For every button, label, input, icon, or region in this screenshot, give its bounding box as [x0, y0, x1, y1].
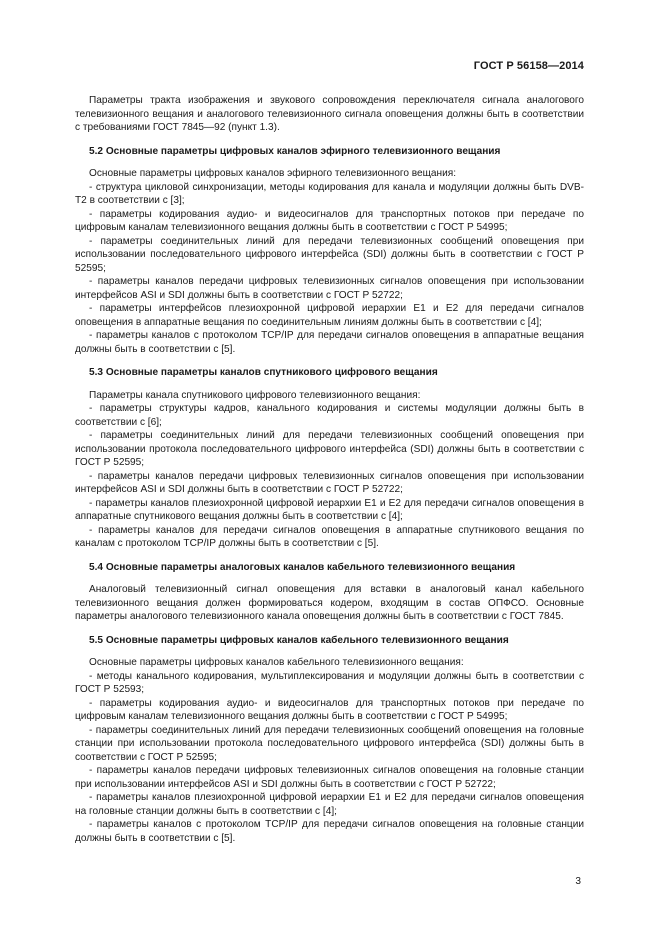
section-5-5-heading: 5.5 Основные параметры цифровых каналов кабельного телевизионного вещания [89, 634, 509, 646]
section-5-2-item: - параметры интерфейсов плезиохронной цифровой иерархии Е1 и Е2 для передачи сигналов оповещения в аппаратные вещания по соединительным линиям должны быть в соответствии с [4]; [75, 303, 584, 328]
section-5-5-item: - параметры каналов плезиохронной цифровой иерархии Е1 и Е2 для передачи сигналов оповещения на головные станции должны быть в соответствии с [4]; [75, 792, 584, 817]
section-5-5-item: - параметры кодирования аудио- и видеосигналов для транспортных потоков при передаче по цифровым каналам телевизионного вещания должны быть в соответствии с ГОСТ Р 54995; [75, 697, 584, 722]
section-5-2-item: - структура цикловой синхронизации, методы кодирования для канала и модуляции должны быть DVB-T2 в соответствии с [3]; [75, 181, 584, 206]
section-5-2-item: - параметры каналов с протоколом TCP/IP для передачи сигналов оповещения в аппаратные вещания должны быть в соответствии с [5]. [75, 330, 584, 355]
section-5-5-lead: Основные параметры цифровых каналов кабельного телевизионного вещания: [89, 657, 464, 668]
section-5-2-item: - параметры каналов передачи цифровых телевизионных сигналов оповещения при использовании интерфейсов ASI и SDI должны быть в соответствии с ГОСТ Р 52722; [75, 276, 584, 301]
section-5-2-item: - параметры кодирования аудио- и видеосигналов для транспортных потоков при передаче по цифровым каналам телевизионного вещания должны быть в соответствии с ГОСТ Р 54995; [75, 208, 584, 233]
section-5-5-item: - методы канального кодирования, мультиплексирования и модуляции должны быть в соответствии с ГОСТ Р 52593; [75, 670, 584, 695]
section-5-2-item: - параметры соединительных линий для передачи телевизионных сообщений оповещения при использовании последовательного цифрового интерфейса (SDI) должны быть в соответствии с ГОСТ Р 52595; [75, 235, 584, 274]
section-5-2-lead: Основные параметры цифровых каналов эфирного телевизионного вещания: [89, 168, 457, 179]
section-5-2-heading: 5.2 Основные параметры цифровых каналов эфирного телевизионного вещания [89, 145, 501, 157]
section-5-4-paragraph: Аналоговый телевизионный сигнал оповещения для вставки в аналоговый канал кабельного телевизионного вещания должен формироваться кодером, входящим в состав ОПФСО. Основные параметры аналогового телевизионного канала оповещения должны быть в соответствии с ГОСТ 7845. [75, 584, 584, 622]
section-5-5-item: - параметры каналов передачи цифровых телевизионных сигналов оповещения на головные станции при использовании интерфейсов ASI и SDI должны быть в соответствии с ГОСТ Р 52722; [75, 765, 584, 790]
section-5-3-item: - параметры соединительных линий для передачи телевизионных сообщений оповещения при использовании протокола последовательного цифрового интерфейса (SDI) должны быть в соответствии с ГОСТ Р 52595; [75, 430, 584, 468]
section-5-4-heading: 5.4 Основные параметры аналоговых каналов кабельного телевизионного вещания [89, 561, 516, 573]
section-5-5-item: - параметры соединительных линий для передачи телевизионных сообщений оповещения на головные станции при использовании протокола последовательного цифрового интерфейса (SDI) должны быть в соответствии с ГОСТ Р 52595; [75, 724, 584, 763]
section-5-3-item: - параметры структуры кадров, канального кодирования и системы модуляции должны быть в соответствии с [6]; [75, 403, 584, 428]
section-5-3-lead: Параметры канала спутникового цифрового телевизионного вещания: [89, 389, 421, 401]
intro-paragraph: Параметры тракта изображения и звукового сопровождения переключателя сигнала аналогового телевизионного вещания и аналогового телевизионного сигнала оповещения должны быть в соответствии с требованиями ГОСТ 7845—92 (пункт 1.3). [75, 95, 584, 133]
section-5-5-item: - параметры каналов с протоколом TCP/IP для передачи сигналов оповещения на головные станции должны быть в соответствии с [5]. [75, 819, 584, 844]
section-5-3-item: - параметры каналов передачи цифровых телевизионных сигналов оповещения при использовании интерфейсов ASI и SDI должны быть в соответствии с ГОСТ Р 52722; [75, 470, 584, 495]
document-header-standard-id: ГОСТ Р 56158—2014 [473, 60, 584, 72]
page-number: 3 [575, 876, 581, 887]
section-5-3-item: - параметры каналов для передачи сигналов оповещения в аппаратные спутникового вещания по каналам с протоколом TCP/IP должны быть в соответствии с [5]. [75, 524, 584, 549]
section-5-3-item: - параметры каналов плезиохронной цифровой иерархии Е1 и Е2 для передачи сигналов оповещения в аппаратные спутникового вещания должны быть в соответствии с [4]; [75, 497, 584, 522]
document-body [75, 94, 584, 845]
section-5-3-heading: 5.3 Основные параметры каналов спутникового цифрового вещания [89, 367, 438, 378]
